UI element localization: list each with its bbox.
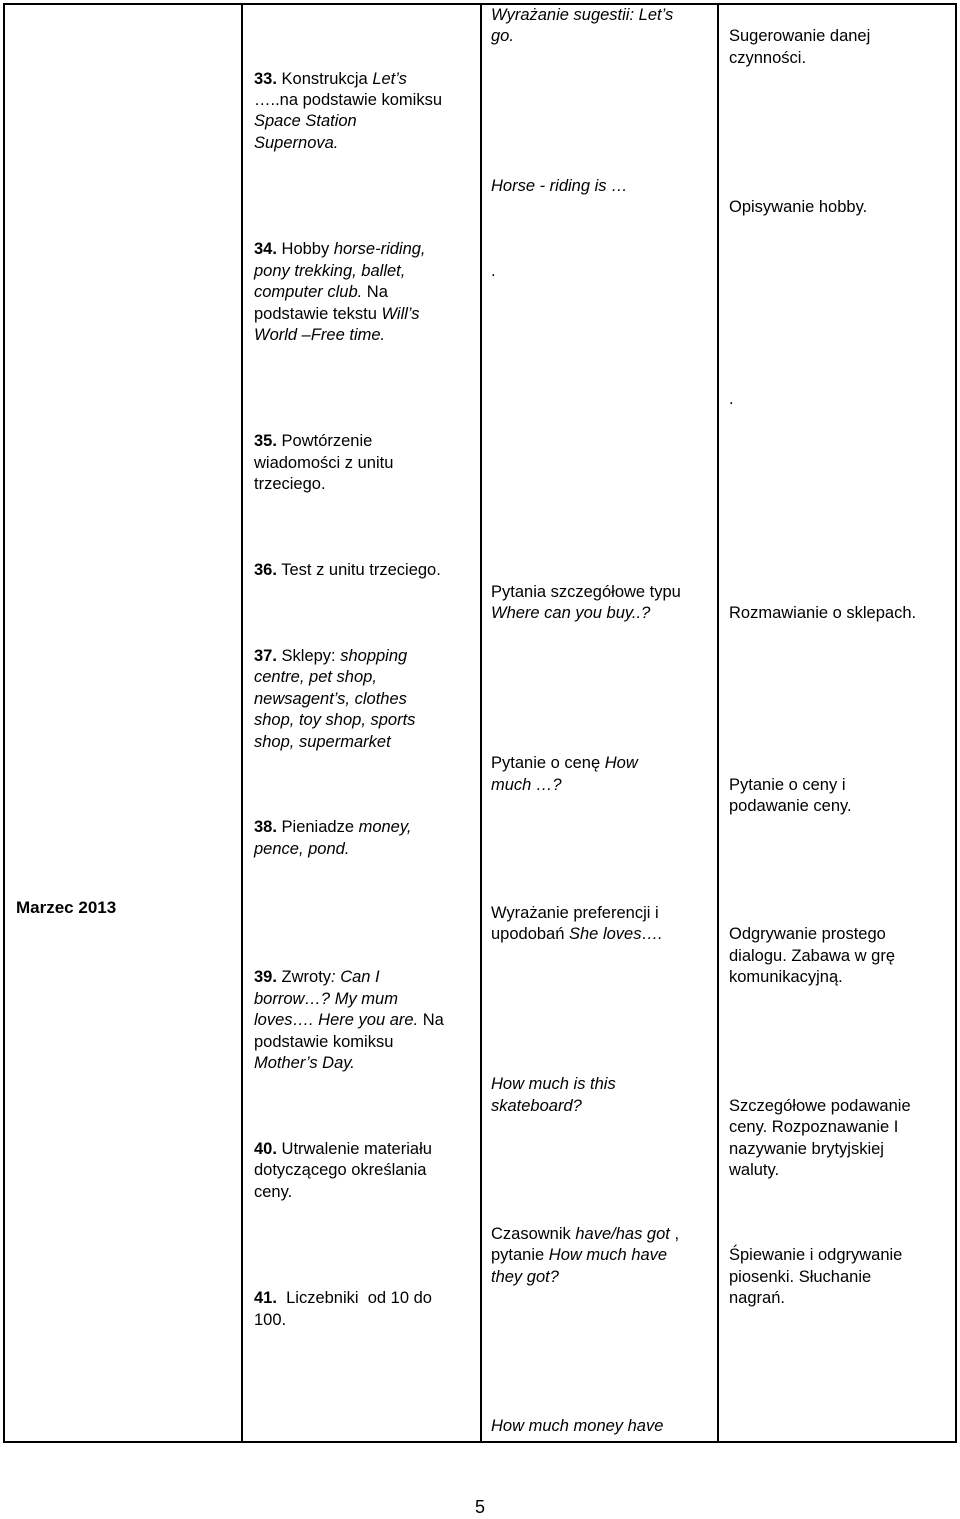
month-label: Marzec 2013 — [16, 898, 117, 917]
structure-row-9: How much money have — [491, 1417, 664, 1435]
column-divider-3 — [717, 3, 719, 1443]
structure-row-2: Horse - riding is … — [491, 177, 628, 195]
function-row-2: Opisywanie hobby. — [729, 198, 868, 216]
function-row-4: Rozmawianie o sklepach. — [729, 604, 917, 622]
function-row-3: . — [729, 390, 734, 408]
structure-row-3: . — [491, 262, 496, 280]
column-divider-1 — [241, 3, 243, 1443]
page-number: 5 — [474, 1497, 485, 1517]
column-divider-2 — [480, 3, 482, 1443]
